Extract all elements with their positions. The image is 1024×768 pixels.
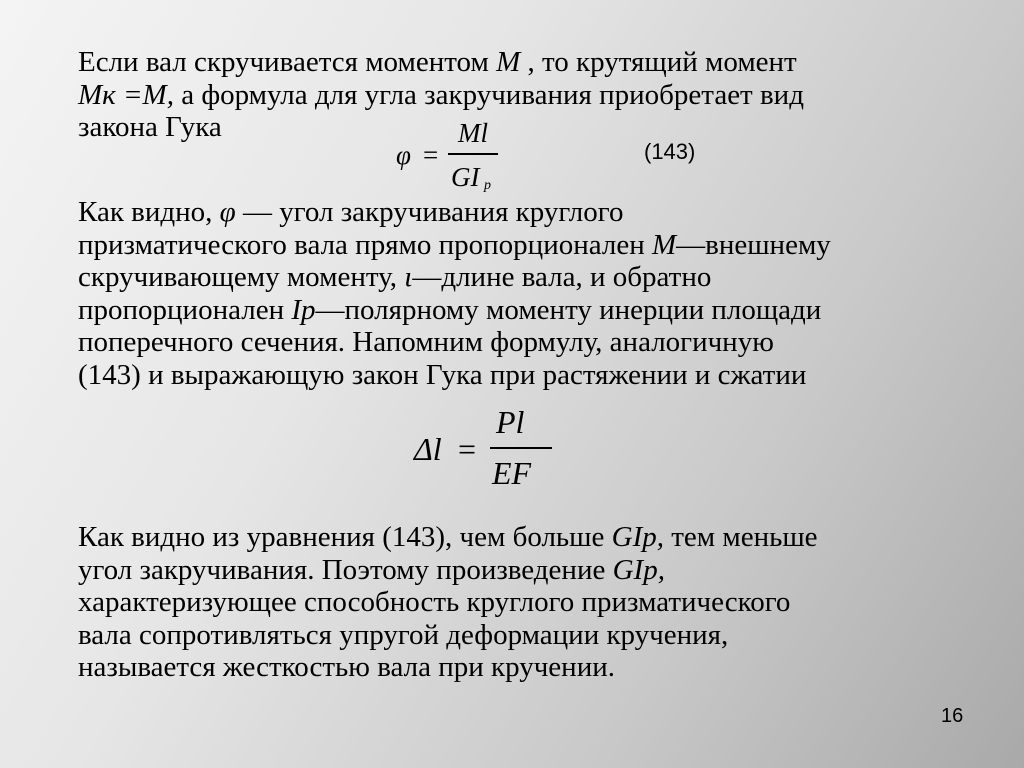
text-line: Mк =M, а формула для угла закручивания приобретает вид <box>78 78 804 111</box>
formula-numerator: Pl <box>496 404 525 440</box>
formula-equals: = <box>423 140 439 170</box>
text-line: Как видно, φ — угол закручивания круглого <box>78 196 624 228</box>
paragraph-conclusion <box>78 521 978 684</box>
text-line: характеризующее способность круглого призматического <box>78 586 791 618</box>
fraction-bar <box>490 447 552 449</box>
text-line: (143) и выражающую закон Гука при растяжении и сжатии <box>78 358 807 391</box>
formula-equals: = <box>458 431 477 467</box>
text-line: угол закручивания. Поэтому произведение GIp, <box>78 553 665 586</box>
formula-lhs: Δl <box>414 431 442 467</box>
equation-number: (143) <box>644 139 696 164</box>
text-line: поперечного сечения. Напомним формулу, аналогичную <box>78 326 774 358</box>
formula-numerator: Ml <box>458 118 488 148</box>
formula-twist-angle <box>396 118 516 196</box>
formula-hooke-tension <box>414 404 554 494</box>
text-line: закона Гука <box>78 111 222 143</box>
text-line: пропорционален Ip—полярному моменту инерции площади <box>78 293 822 326</box>
text-line: называется жесткостью вала при кручении. <box>78 651 615 683</box>
paragraph-intro <box>78 46 978 144</box>
fraction-bar <box>448 153 498 155</box>
paragraph-explanation <box>78 196 978 391</box>
formula-subscript: p <box>484 178 491 193</box>
formula-denominator: EF <box>492 455 532 491</box>
formula-denominator: GI <box>451 162 480 192</box>
text-line: вала сопротивляться упругой деформации кручения, <box>78 618 729 651</box>
text-line: Как видно из уравнения (143), чем больше GIp, тем меньше <box>78 521 818 553</box>
text-line: призматического вала прямо пропорционален M—внешнему <box>78 228 831 261</box>
formula-lhs: φ <box>396 140 411 170</box>
text-line: Если вал скручивается моментом M , то крутящий момент <box>78 46 797 78</box>
page-number: 16 <box>941 705 964 727</box>
text-line: скручивающему моменту, ι—длине вала, и обратно <box>78 261 712 293</box>
